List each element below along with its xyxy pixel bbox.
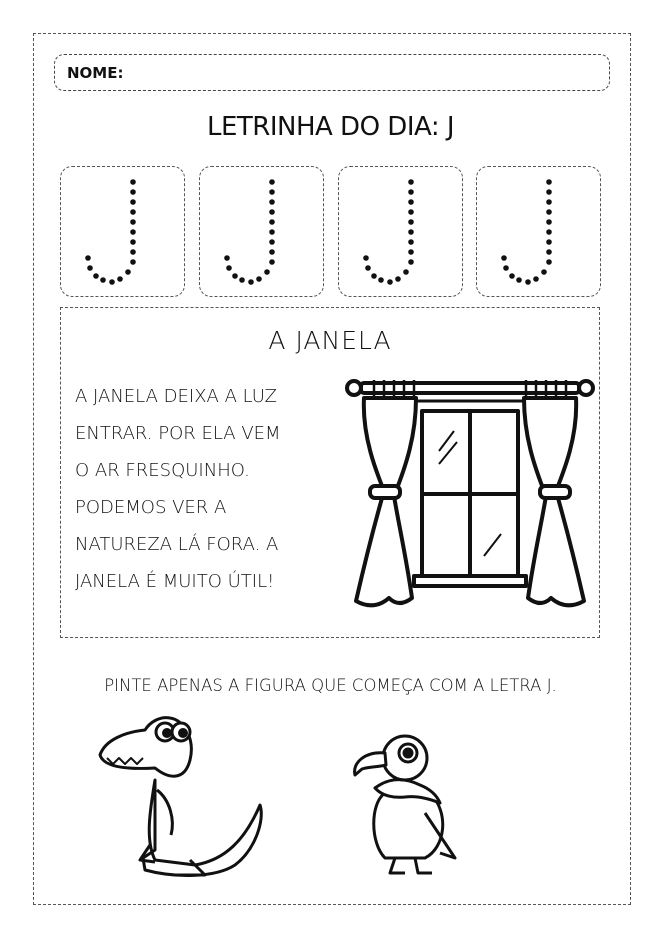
trace-dot [395,276,401,282]
trace-dot [533,276,539,282]
trace-dot [130,189,136,195]
trace-dot [546,219,552,225]
story-line: JANELA É MUITO ÚTIL! [75,571,275,592]
trace-dot [408,199,414,205]
trace-dot [269,249,275,255]
trace-dot [525,279,531,285]
trace-dot [130,259,136,265]
trace-dot [363,255,369,261]
trace-dot [408,259,414,265]
trace-dot [365,265,371,271]
trace-dot [226,265,232,271]
trace-dot [541,269,547,275]
trace-dot [269,219,275,225]
trace-dot [130,239,136,245]
trace-dot [248,279,254,285]
vulture-illustration[interactable] [350,733,470,883]
trace-dot [269,259,275,265]
trace-dot [371,273,377,279]
trace-dot [501,255,507,261]
trace-dot [224,255,230,261]
trace-dot [130,179,136,185]
trace-dot [130,199,136,205]
trace-dot [546,239,552,245]
name-label: NOME: [67,64,124,82]
trace-dot [87,265,93,271]
trace-dot [408,239,414,245]
window-illustration [344,376,596,616]
story-line: A JANELA DEIXA A LUZ [75,386,277,407]
trace-dot [408,219,414,225]
dotted-j-icon [200,167,325,298]
story-title: A JANELA [268,326,392,355]
trace-dot [100,277,106,283]
trace-box[interactable] [338,166,463,297]
trace-dot [130,219,136,225]
trace-dot [109,279,115,285]
trace-dot [85,255,91,261]
story-line: NATUREZA LÁ FORA. A [75,534,279,555]
trace-dot [117,276,123,282]
trace-dot [269,209,275,215]
trace-dot [546,179,552,185]
trace-dot [403,269,409,275]
trace-dot [387,279,393,285]
trace-dot [93,273,99,279]
instruction-text: PINTE APENAS A FIGURA QUE COMEÇA COM A LETRA J. [104,676,557,695]
dotted-j-icon [61,167,186,298]
story-line: ENTRAR. POR ELA VEM [75,423,281,444]
trace-dot [503,265,509,271]
trace-dot [546,249,552,255]
name-field[interactable] [54,54,610,91]
trace-box[interactable] [199,166,324,297]
trace-dot [269,179,275,185]
trace-dot [408,249,414,255]
trace-dot [264,269,270,275]
trace-dot [509,273,515,279]
trace-dot [546,189,552,195]
trace-dot [130,229,136,235]
trace-dot [130,209,136,215]
trace-dot [546,259,552,265]
trace-dot [408,209,414,215]
trace-dot [130,249,136,255]
trace-dot [232,273,238,279]
trace-dot [546,199,552,205]
trace-dot [269,199,275,205]
trace-dot [546,229,552,235]
trace-dot [269,189,275,195]
trace-dot [546,209,552,215]
trace-dot [408,189,414,195]
trace-dot [269,239,275,245]
trace-dot [239,277,245,283]
trace-dot [516,277,522,283]
dotted-j-icon [477,167,602,298]
trace-dot [378,277,384,283]
trace-dot [125,269,131,275]
trace-dot [408,179,414,185]
trace-dot [408,229,414,235]
trace-dot [256,276,262,282]
trace-box[interactable] [476,166,601,297]
story-line: O AR FRESQUINHO. [75,460,250,481]
alligator-illustration[interactable] [95,710,280,882]
dotted-j-icon [339,167,464,298]
story-line: PODEMOS VER A [75,497,227,518]
story-box [60,307,600,638]
trace-dot [269,229,275,235]
trace-box[interactable] [60,166,185,297]
page-title: LETRINHA DO DIA: J [206,112,455,142]
